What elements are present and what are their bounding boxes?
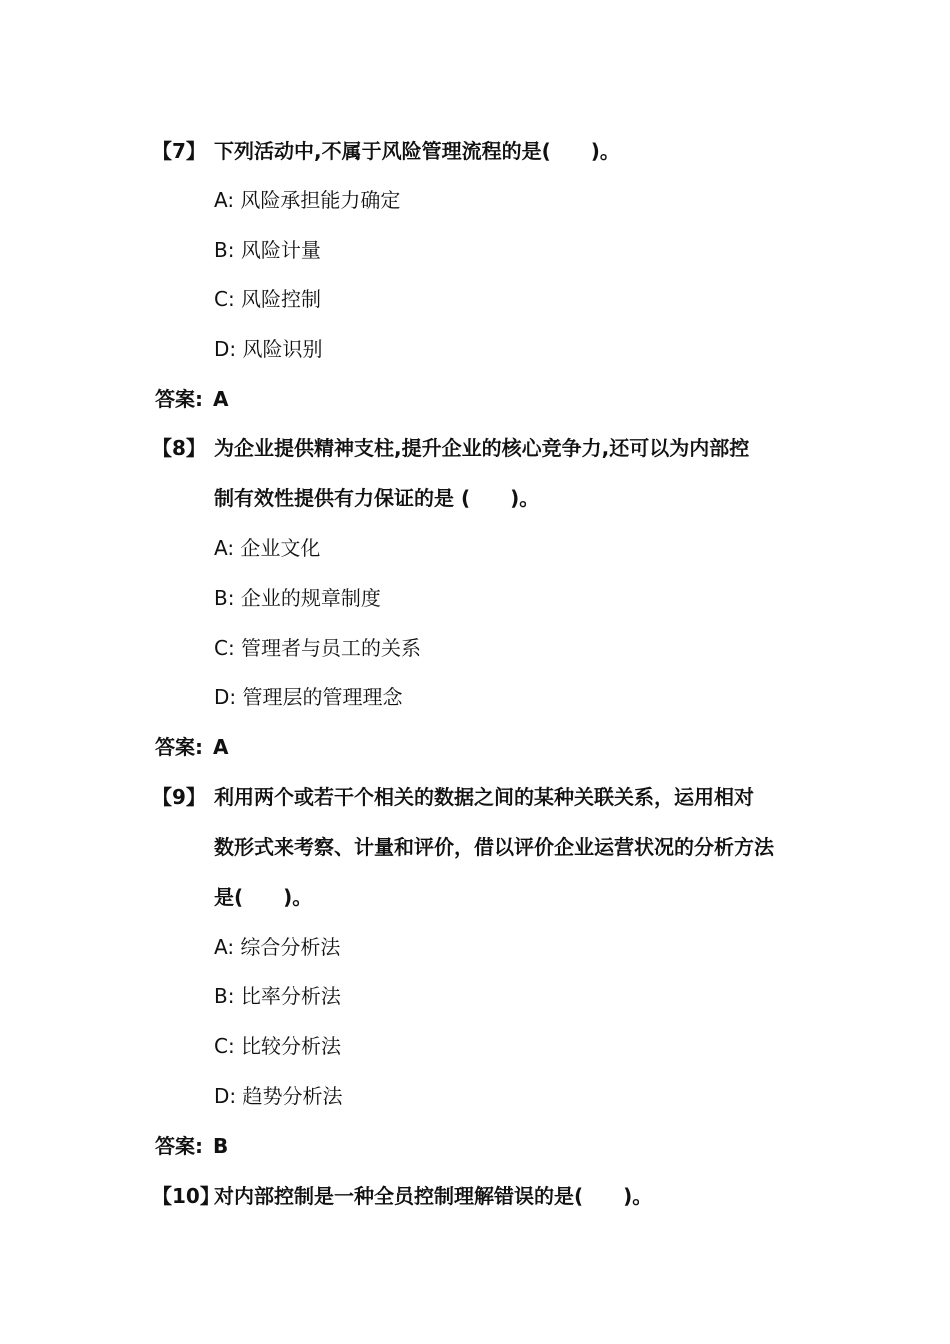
answer-line [155,735,228,759]
answer-value: A [213,735,229,759]
answer-label: 答案: [155,735,203,759]
option-a: A: 企业文化 [214,536,321,560]
question-text-cont: 数形式来考察、计量和评价，借以评价企业运营状况的分析方法 [214,835,774,859]
option-c: C: 比较分析法 [214,1034,342,1058]
option-d: D: 管理层的管理理念 [214,685,403,709]
option-b: B: 风险计量 [214,238,321,262]
question-number: 【9】 [152,785,206,809]
answer-value: A [213,387,229,411]
option-a: A: 风险承担能力确定 [214,188,401,212]
answer-line [155,1134,228,1158]
option-d: D: 风险识别 [214,337,323,361]
question-text-cont: 是( )。 [214,885,313,909]
option-b: B: 企业的规章制度 [214,586,381,610]
answer-label: 答案: [155,1134,203,1158]
option-c: C: 风险控制 [214,287,322,311]
option-c: C: 管理者与员工的关系 [214,636,422,660]
answer-label: 答案: [155,387,203,411]
option-d: D: 趋势分析法 [214,1084,343,1108]
question-text: 对内部控制是一种全员控制理解错误的是( )。 [214,1184,653,1208]
option-a: A: 综合分析法 [214,935,341,959]
answer-line [155,387,228,411]
question-text: 利用两个或若干个相关的数据之间的某种关联关系，运用相对 [214,785,754,809]
answer-value: B [213,1134,229,1158]
question-text-cont: 制有效性提供有力保证的是 ( )。 [214,486,540,510]
question-text: 为企业提供精神支柱,提升企业的核心竞争力,还可以为内部控 [214,436,750,460]
option-b: B: 比率分析法 [214,984,341,1008]
question-number: 【8】 [152,436,206,460]
question-text: 下列活动中,不属于风险管理流程的是( )。 [214,139,620,163]
question-number: 【10】 [152,1184,220,1208]
question-number: 【7】 [152,139,206,163]
